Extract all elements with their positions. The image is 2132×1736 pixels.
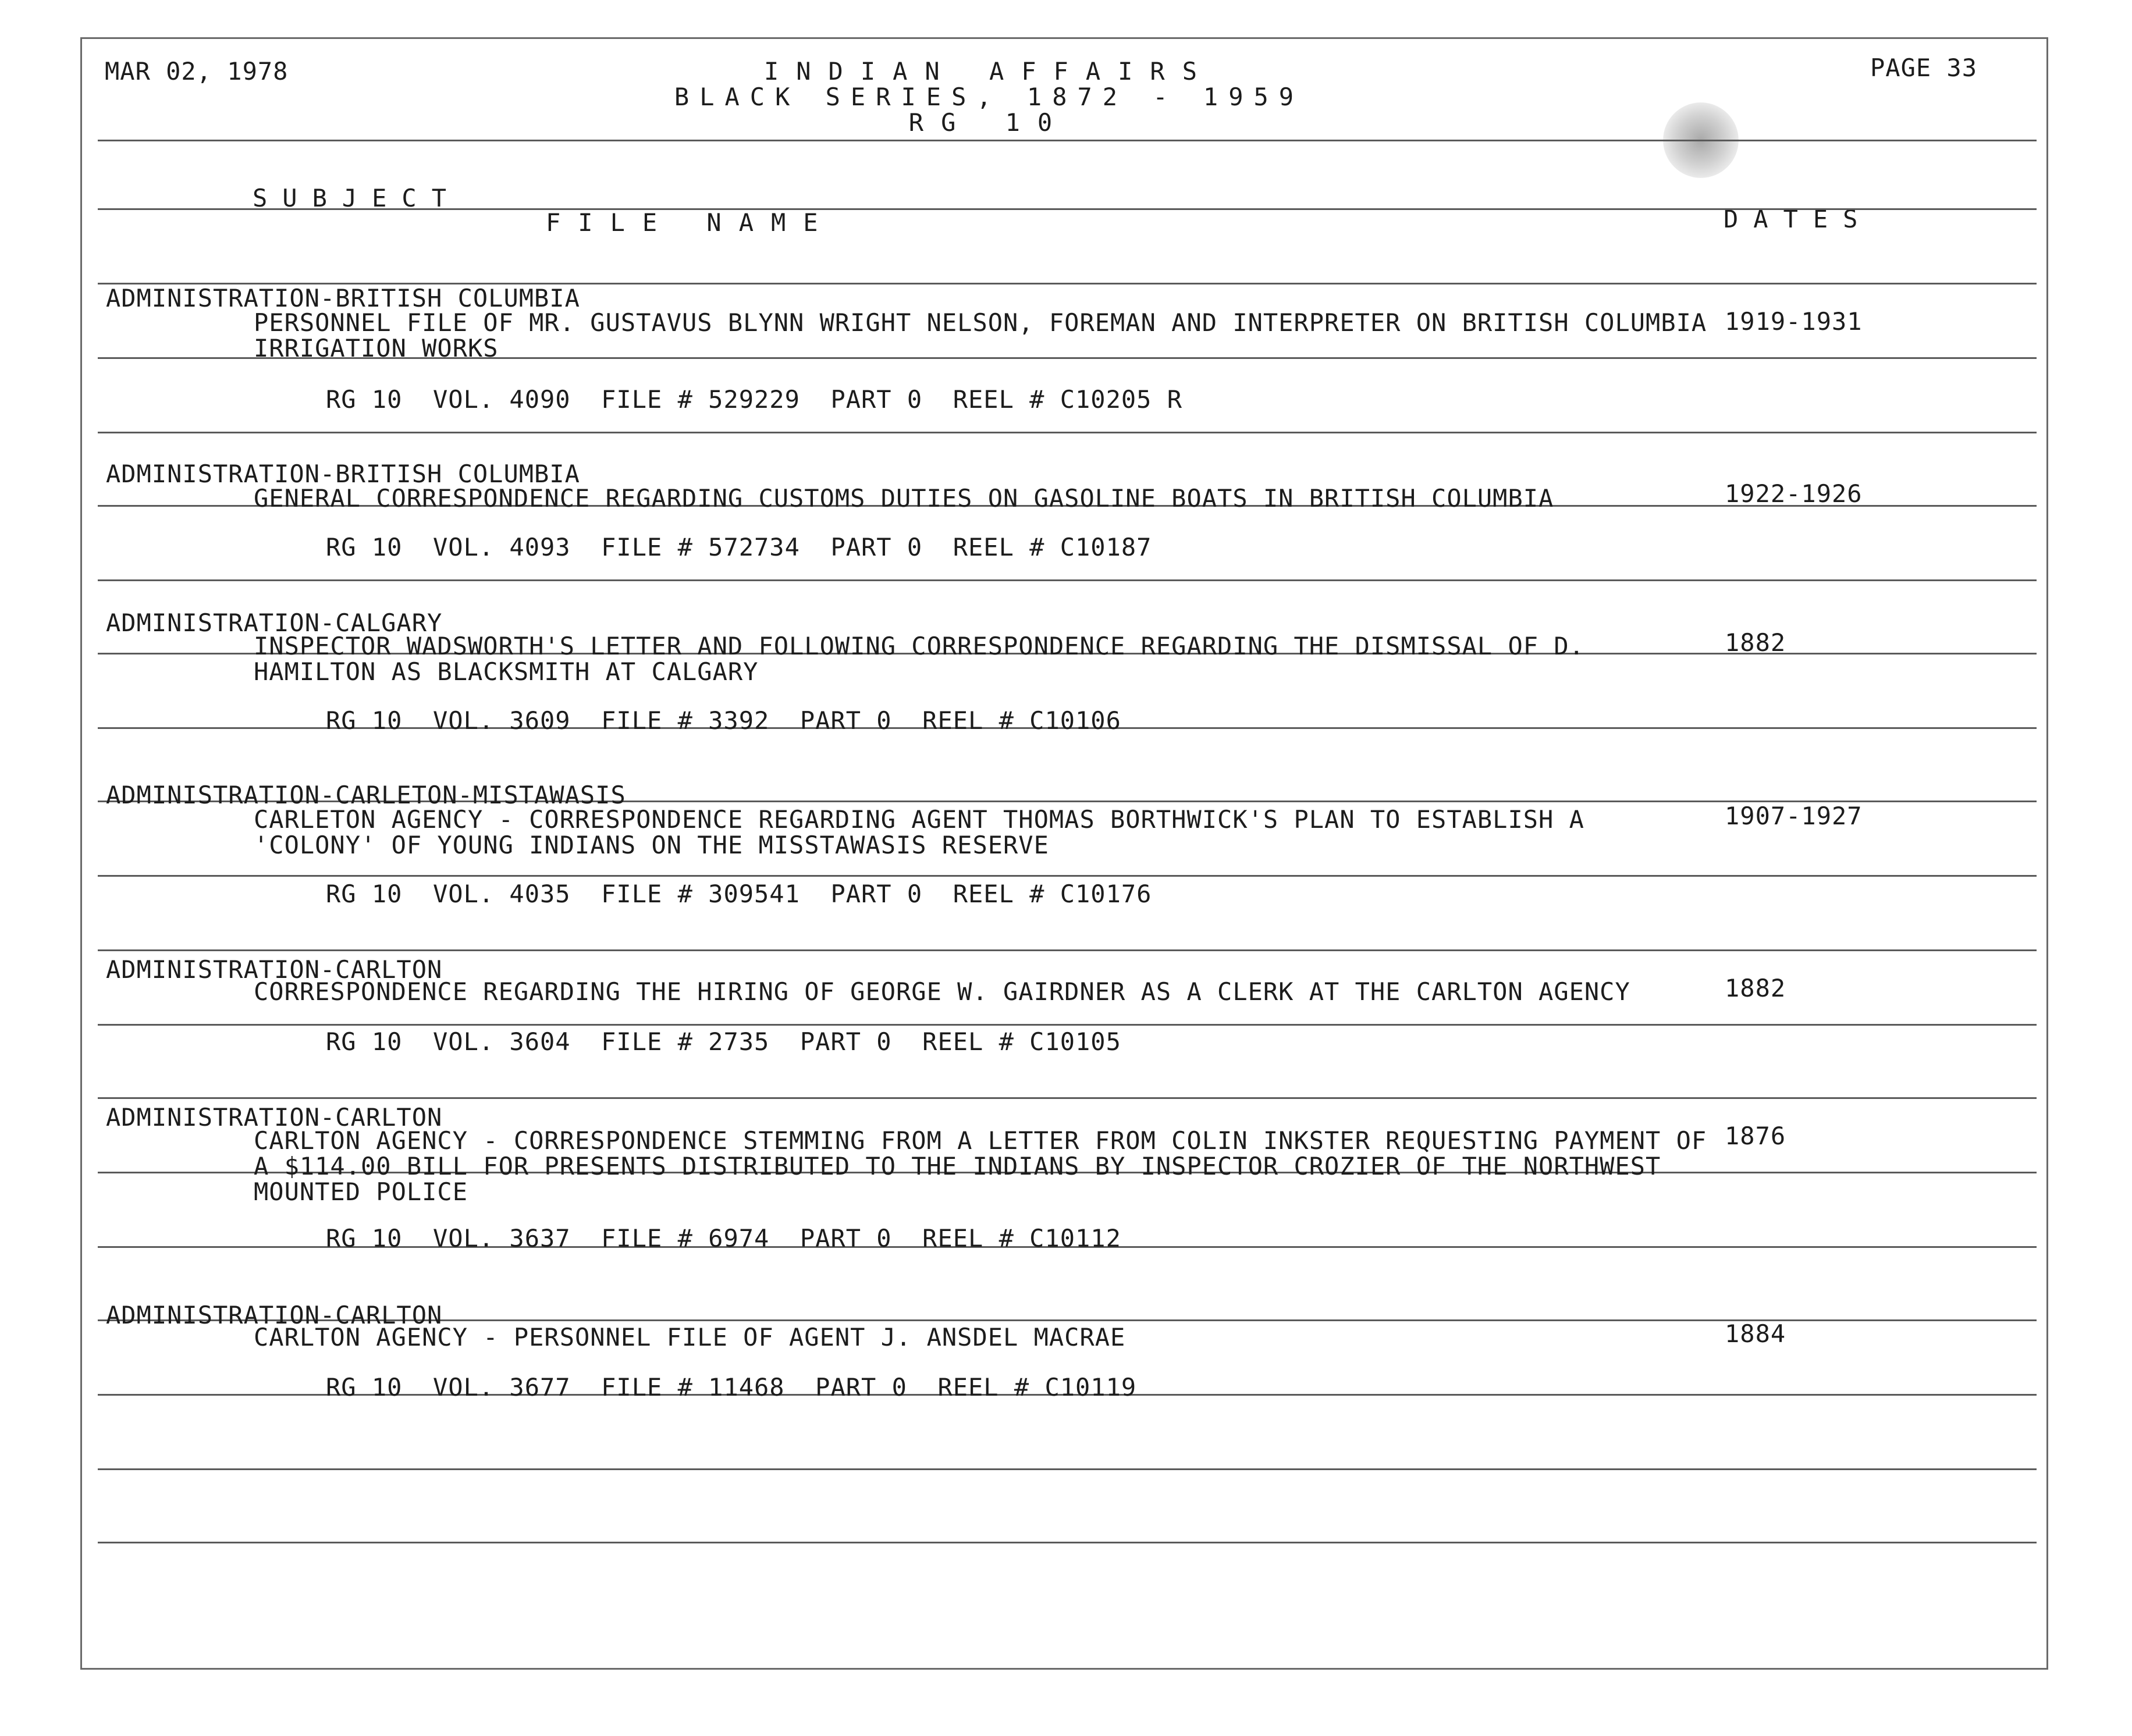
record-subject: ADMINISTRATION-BRITISH COLUMBIA (106, 284, 580, 312)
divider (98, 1097, 2037, 1099)
report-date: MAR 02, 1978 (105, 57, 289, 86)
divider (98, 1542, 2037, 1543)
record-file-name-line: GENERAL CORRESPONDENCE REGARDING CUSTOMS DUTIES ON GASOLINE BOATS IN BRITISH COLUMBIA (254, 484, 1554, 513)
record-subject: ADMINISTRATION-BRITISH COLUMBIA (106, 460, 580, 488)
record-dates: 1884 (1725, 1319, 1786, 1348)
divider (98, 579, 2037, 581)
record-file-name-line: CARLTON AGENCY - CORRESPONDENCE STEMMING FROM A LETTER FROM COLIN INKSTER REQUESTING PAYMENT OF (254, 1126, 1707, 1155)
record-file-name-line: CARLTON AGENCY - PERSONNEL FILE OF AGENT J. ANSDEL MACRAE (254, 1323, 1126, 1351)
record-subject: ADMINISTRATION-CARLTON (106, 1301, 443, 1329)
record-file-name-line: MOUNTED POLICE (254, 1178, 468, 1206)
record-reference: RG 10 VOL. 4090 FILE # 529229 PART 0 REEL # C10205 R (326, 385, 1183, 414)
divider (98, 1468, 2037, 1470)
record-file-name-line: INSPECTOR WADSWORTH'S LETTER AND FOLLOWING CORRESPONDENCE REGARDING THE DISMISSAL OF D. (254, 632, 1584, 660)
record-reference: RG 10 VOL. 3604 FILE # 2735 PART 0 REEL # C10105 (326, 1027, 1121, 1056)
record-file-name-line: CARLETON AGENCY - CORRESPONDENCE REGARDING AGENT THOMAS BORTHWICK'S PLAN TO ESTABLISH A (254, 805, 1584, 834)
record-dates: 1882 (1725, 628, 1786, 657)
record-dates: 1922-1926 (1725, 479, 1863, 508)
title-line-3: RG 10 (908, 108, 1070, 137)
record-file-name-line: 'COLONY' OF YOUNG INDIANS ON THE MISSTAWASIS RESERVE (254, 831, 1049, 859)
title-line-1: INDIAN AFFAIRS (763, 57, 1214, 86)
record-file-name-line: IRRIGATION WORKS (254, 334, 499, 362)
record-dates: 1907-1927 (1725, 802, 1863, 830)
divider (98, 1024, 2037, 1026)
record-reference: RG 10 VOL. 3637 FILE # 6974 PART 0 REEL # C10112 (326, 1224, 1121, 1253)
record-dates: 1876 (1725, 1122, 1786, 1150)
divider (98, 432, 2037, 433)
divider (98, 875, 2037, 877)
record-subject: ADMINISTRATION-CARLETON-MISTAWASIS (106, 781, 626, 809)
page-number: PAGE 33 (1870, 54, 1978, 82)
column-header-subject: SUBJECT (253, 184, 462, 212)
divider (98, 140, 2037, 141)
record-reference: RG 10 VOL. 3609 FILE # 3392 PART 0 REEL # C10106 (326, 706, 1121, 735)
record-subject: ADMINISTRATION-CARLTON (106, 1103, 443, 1132)
record-subject: ADMINISTRATION-CALGARY (106, 609, 443, 637)
record-subject: ADMINISTRATION-CARLTON (106, 955, 443, 984)
record-file-name-line: A $114.00 BILL FOR PRESENTS DISTRIBUTED TO THE INDIANS BY INSPECTOR CROZIER OF THE NORTHWEST (254, 1152, 1661, 1180)
record-file-name-line: PERSONNEL FILE OF MR. GUSTAVUS BLYNN WRIGHT NELSON, FOREMAN AND INTERPRETER ON BRITISH COLUMBIA (254, 308, 1707, 337)
column-header-dates: DATES (1724, 205, 1873, 233)
record-file-name-line: HAMILTON AS BLACKSMITH AT CALGARY (254, 657, 759, 686)
record-reference: RG 10 VOL. 4093 FILE # 572734 PART 0 REEL # C10187 (326, 533, 1152, 561)
record-dates: 1882 (1725, 974, 1786, 1002)
record-reference: RG 10 VOL. 3677 FILE # 11468 PART 0 REEL # C10119 (326, 1373, 1137, 1401)
record-file-name-line: CORRESPONDENCE REGARDING THE HIRING OF GEORGE W. GAIRDNER AS A CLERK AT THE CARLTON AGENCY (254, 977, 1630, 1006)
divider (98, 949, 2037, 951)
record-dates: 1919-1931 (1725, 307, 1863, 336)
divider (98, 208, 2037, 210)
column-header-file-name: FILE NAME (546, 208, 836, 237)
title-line-2: BLACK SERIES, 1872 - 1959 (674, 83, 1305, 111)
record-reference: RG 10 VOL. 4035 FILE # 309541 PART 0 REEL # C10176 (326, 880, 1152, 908)
